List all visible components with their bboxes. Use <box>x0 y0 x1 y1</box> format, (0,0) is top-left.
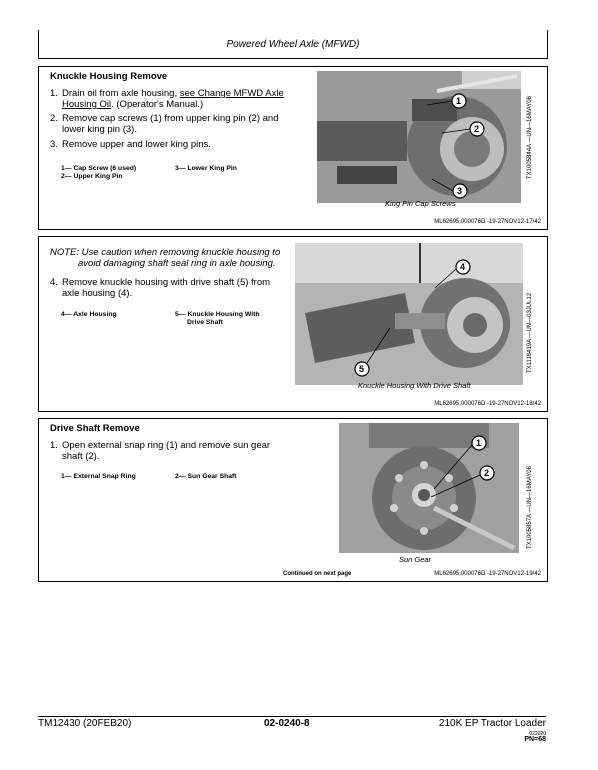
note-line: NOTE: Use caution when removing knuckle housing to <box>50 247 281 258</box>
print-code: 022020 <box>529 731 546 737</box>
legend-list <box>175 311 260 327</box>
legend-list <box>61 165 136 181</box>
legend-list <box>61 473 136 481</box>
sun-gear-illustration <box>339 423 519 553</box>
step-number: 1. <box>50 440 58 451</box>
step-number: 3. <box>50 139 58 150</box>
legend-item: 2— Sun Gear Shaft <box>175 473 237 480</box>
photo-caption: King Pin Cap Screws <box>385 199 456 208</box>
legend-item: 3— Lower King Pin <box>175 165 237 172</box>
legend-item: 4— Axle Housing <box>61 311 117 318</box>
image-id: TX1005844A —UN—16MAY06 <box>527 96 533 179</box>
page-title: Powered Wheel Axle (MFWD) <box>226 39 360 50</box>
oil-change-link[interactable]: see Change MFWD Axle Housing Oil <box>62 88 284 110</box>
manual-number: TM12430 (20FEB20) <box>38 718 132 729</box>
sun-gear-photo <box>339 423 519 553</box>
svg-text:2: 2 <box>484 468 490 478</box>
svg-text:3: 3 <box>457 186 463 196</box>
legend-item: 1— Cap Screw (6 used) <box>61 165 137 172</box>
step-text: Remove cap screws (1) from upper king pin (2) and lower king pin (3). <box>62 113 279 135</box>
step-text: Remove knuckle housing with drive shaft (5) from axle housing (4). <box>62 277 271 299</box>
photo-caption: Knuckle Housing With Drive Shaft <box>358 381 471 390</box>
step-item <box>50 113 290 135</box>
step-item <box>50 440 290 462</box>
legend-item: 5— Knuckle Housing With <box>175 311 260 318</box>
legend-list <box>175 473 237 481</box>
photo-caption: Sun Gear <box>399 555 432 564</box>
product-name: 210K EP Tractor Loader <box>438 718 546 729</box>
footer-divider <box>38 716 546 717</box>
legend-item: 2— Upper King Pin <box>61 173 123 180</box>
note-line: avoid damaging shaft seal ring in axle housing. <box>78 258 276 269</box>
step-text: Remove upper and lower king pins. <box>62 139 211 150</box>
knuckle-housing-illustration <box>295 243 523 385</box>
svg-text:4: 4 <box>460 262 466 272</box>
reference-id: ML62695,000076D -19-27NOV12-19/42 <box>434 571 541 577</box>
continued-notice: Continued on next page <box>283 571 352 577</box>
page-header <box>38 30 548 59</box>
step-item <box>50 277 290 299</box>
pn-number: PN=68 <box>524 736 546 743</box>
reference-id: ML62695,000076D -19-27NOV12-18/42 <box>434 401 541 407</box>
reference-id: ML62695,000076D -19-27NOV12-17/42 <box>434 219 541 225</box>
king-pin-illustration <box>317 71 521 203</box>
svg-text:2: 2 <box>474 124 480 134</box>
section-drive-shaft-remove <box>38 418 548 582</box>
legend-item: Drive Shaft <box>187 319 223 326</box>
page-number: 02-0240-8 <box>264 718 310 729</box>
legend-item: 1— External Snap Ring <box>61 473 136 480</box>
svg-text:1: 1 <box>476 438 482 448</box>
step-item <box>50 88 290 110</box>
step-number: 4. <box>50 277 58 288</box>
image-id: TX1118419A —UN—03JUL12 <box>527 292 533 373</box>
image-id: TX1005857A —UN—16MAY06 <box>527 466 533 549</box>
section-knuckle-housing-remove <box>38 66 548 230</box>
king-pin-photo <box>317 71 521 203</box>
step-number: 1. <box>50 88 58 99</box>
step-item <box>50 139 290 150</box>
legend-list <box>175 165 237 173</box>
step-text: Drain oil from axle housing, <box>62 88 180 99</box>
section-title: Knuckle Housing Remove <box>50 71 168 82</box>
note-text <box>50 247 300 269</box>
step-number: 2. <box>50 113 58 124</box>
step-text: Open external snap ring (1) and remove sun gear shaft (2). <box>62 440 271 462</box>
section-knuckle-housing-drive-shaft <box>38 236 548 412</box>
svg-text:1: 1 <box>456 96 462 106</box>
section-title: Drive Shaft Remove <box>50 423 140 434</box>
legend-list <box>61 311 117 319</box>
svg-text:5: 5 <box>359 364 365 374</box>
knuckle-housing-photo <box>295 243 523 385</box>
step-text-suffix: . (Operator's Manual.) <box>111 99 204 110</box>
